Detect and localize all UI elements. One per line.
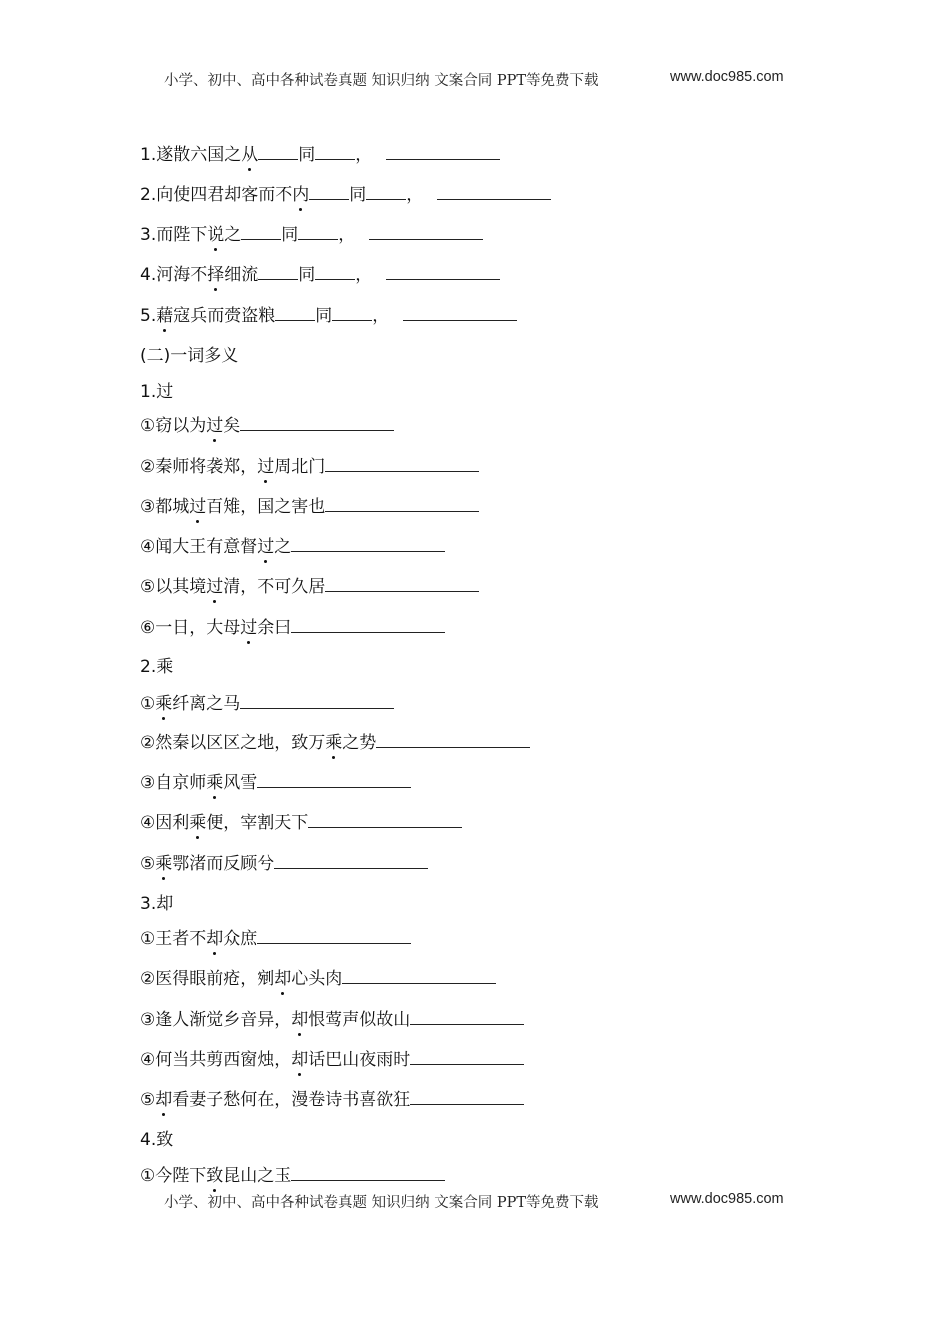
answer-blank[interactable] (241, 223, 281, 240)
answer-blank[interactable] (386, 263, 500, 280)
question-item: ①窃以为过矣 (140, 414, 394, 438)
answer-blank[interactable] (410, 1088, 524, 1105)
answer-blank[interactable] (291, 535, 445, 552)
answer-blank[interactable] (309, 183, 349, 200)
question-item: ④因利乘便，宰割天下 (140, 811, 462, 835)
answer-blank[interactable] (240, 414, 394, 431)
page-footer (164, 1191, 804, 1212)
group-title: 4.致 (140, 1130, 174, 1150)
answer-blank[interactable] (315, 263, 355, 280)
answer-blank[interactable] (257, 927, 411, 944)
answer-blank[interactable] (315, 143, 355, 160)
footer-text: 小学、初中、高中各种试卷真题 知识归纳 文案合同 PPT等免费下载 (164, 1195, 599, 1211)
answer-blank[interactable] (308, 811, 462, 828)
answer-blank[interactable] (291, 616, 445, 633)
answer-blank[interactable] (325, 575, 479, 592)
question-item: ①王者不却众庶 (140, 927, 411, 951)
answer-blank[interactable] (257, 771, 411, 788)
answer-blank[interactable] (437, 183, 551, 200)
answer-blank[interactable] (410, 1048, 524, 1065)
question-item: ②秦师将袭郑，过周北门 (140, 455, 479, 479)
question-item: ②然秦以区区之地，致万乘之势 (140, 731, 530, 755)
tongjia-item: 1.遂散六国之从 同 ， (140, 143, 500, 167)
group-title: 3.却 (140, 894, 174, 914)
group-title: 2.乘 (140, 657, 174, 677)
header-text: 小学、初中、高中各种试卷真题 知识归纳 文案合同 PPT等免费下载 (164, 73, 599, 89)
question-item: ⑤却看妻子愁何在，漫卷诗书喜欲狂 (140, 1088, 524, 1112)
answer-blank[interactable] (376, 731, 530, 748)
tongjia-item: 3.而陛下说之 同 ， (140, 223, 483, 247)
answer-blank[interactable] (366, 183, 406, 200)
answer-blank[interactable] (275, 304, 315, 321)
answer-blank[interactable] (369, 223, 483, 240)
question-item: ③逢人渐觉乡音异，却恨莺声似故山 (140, 1008, 524, 1032)
tongjia-item: 5.藉寇兵而赍盗粮 同 ， (140, 304, 517, 328)
question-item: ④何当共剪西窗烛，却话巴山夜雨时 (140, 1048, 524, 1072)
answer-blank[interactable] (298, 223, 338, 240)
answer-blank[interactable] (386, 143, 500, 160)
answer-blank[interactable] (325, 495, 479, 512)
footer-url[interactable]: www.doc985.com (670, 1191, 784, 1207)
answer-blank[interactable] (332, 304, 372, 321)
answer-blank[interactable] (325, 455, 479, 472)
question-item: ⑥一日，大母过余曰 (140, 616, 445, 640)
answer-blank[interactable] (410, 1008, 524, 1025)
tongjia-item: 2.向使四君却客而不内 同 ， (140, 183, 551, 207)
group-title: 1.过 (140, 382, 174, 402)
answer-blank[interactable] (258, 263, 298, 280)
answer-blank[interactable] (274, 852, 428, 869)
answer-blank[interactable] (291, 1164, 445, 1181)
page-header (164, 69, 804, 90)
question-item: ①乘纤离之马 (140, 692, 394, 716)
question-item: ⑤以其境过清，不可久居 (140, 575, 479, 599)
answer-blank[interactable] (258, 143, 298, 160)
question-item: ①今陛下致昆山之玉 (140, 1164, 445, 1188)
question-item: ③都城过百雉，国之害也 (140, 495, 479, 519)
question-item: ②医得眼前疮，剜却心头肉 (140, 967, 496, 991)
tongjia-item: 4.河海不择细流 同 ， (140, 263, 500, 287)
answer-blank[interactable] (342, 967, 496, 984)
question-item: ③自京师乘风雪 (140, 771, 411, 795)
answer-blank[interactable] (403, 304, 517, 321)
question-item: ⑤乘鄂渚而反顾兮 (140, 852, 428, 876)
question-item: ④闻大王有意督过之 (140, 535, 445, 559)
header-url[interactable]: www.doc985.com (670, 69, 784, 85)
section-title: (二)一词多义 (140, 346, 239, 366)
answer-blank[interactable] (240, 692, 394, 709)
